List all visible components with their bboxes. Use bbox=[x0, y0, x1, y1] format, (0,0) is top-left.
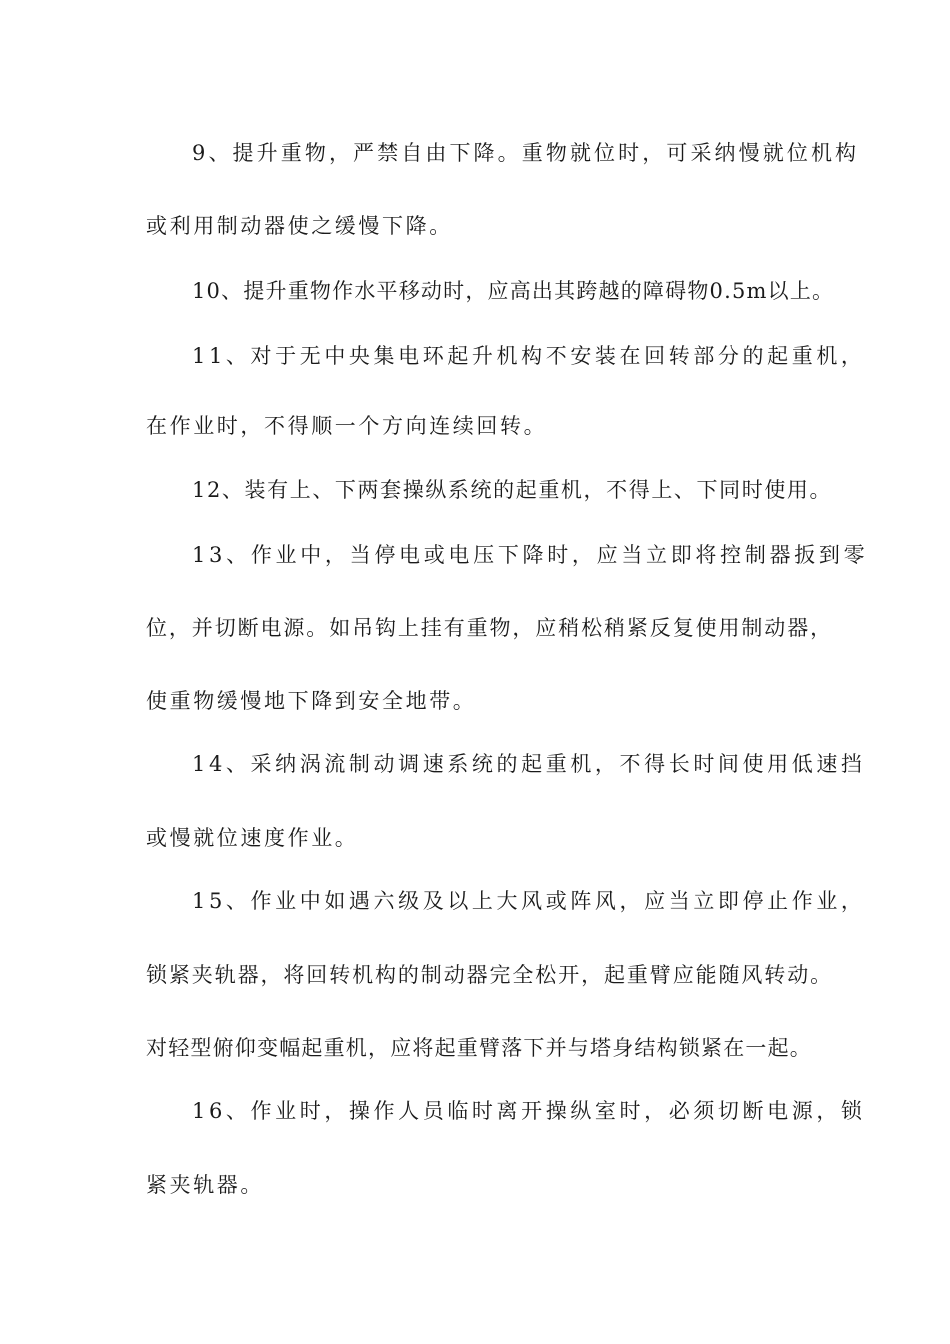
paragraph-15-line-3: 对轻型俯仰变幅起重机，应将起重臂落下并与塔身结构锁紧在一起。 bbox=[146, 1036, 812, 1060]
paragraph-10-line-1: 10、提升重物作水平移动时，应高出其跨越的障碍物0.5m以上。 bbox=[192, 279, 835, 303]
paragraph-13-line-2: 位，并切断电源。如吊钩上挂有重物，应稍松稍紧反复使用制动器， bbox=[146, 616, 833, 640]
paragraph-13-line-3: 使重物缓慢地下降到安全地带。 bbox=[146, 689, 477, 713]
paragraph-15-line-2: 锁紧夹轨器，将回转机构的制动器完全松开，起重臂应能随风转动。 bbox=[146, 963, 833, 987]
paragraph-14-line-1: 14、采纳涡流制动调速系统的起重机，不得长时间使用低速挡 bbox=[192, 752, 866, 776]
paragraph-16-line-2: 紧夹轨器。 bbox=[146, 1173, 264, 1197]
paragraph-14-line-2: 或慢就位速度作业。 bbox=[146, 826, 359, 850]
paragraph-11-line-1: 11、对于无中央集电环起升机构不安装在回转部分的起重机， bbox=[192, 344, 866, 368]
paragraph-11-line-2: 在作业时，不得顺一个方向连续回转。 bbox=[146, 414, 548, 438]
paragraph-9-line-1: 9、提升重物，严禁自由下降。重物就位时，可采纳慢就位机构 bbox=[192, 141, 860, 165]
paragraph-9-line-2: 或利用制动器使之缓慢下降。 bbox=[146, 214, 453, 238]
paragraph-15-line-1: 15、作业中如遇六级及以上大风或阵风，应当立即停止作业， bbox=[192, 889, 866, 913]
paragraph-13-line-1: 13、作业中，当停电或电压下降时，应当立即将控制器扳到零 bbox=[192, 543, 869, 567]
paragraph-12-line-1: 12、装有上、下两套操纵系统的起重机，不得上、下同时使用。 bbox=[192, 478, 833, 502]
paragraph-16-line-1: 16、作业时，操作人员临时离开操纵室时，必须切断电源，锁 bbox=[192, 1099, 866, 1123]
